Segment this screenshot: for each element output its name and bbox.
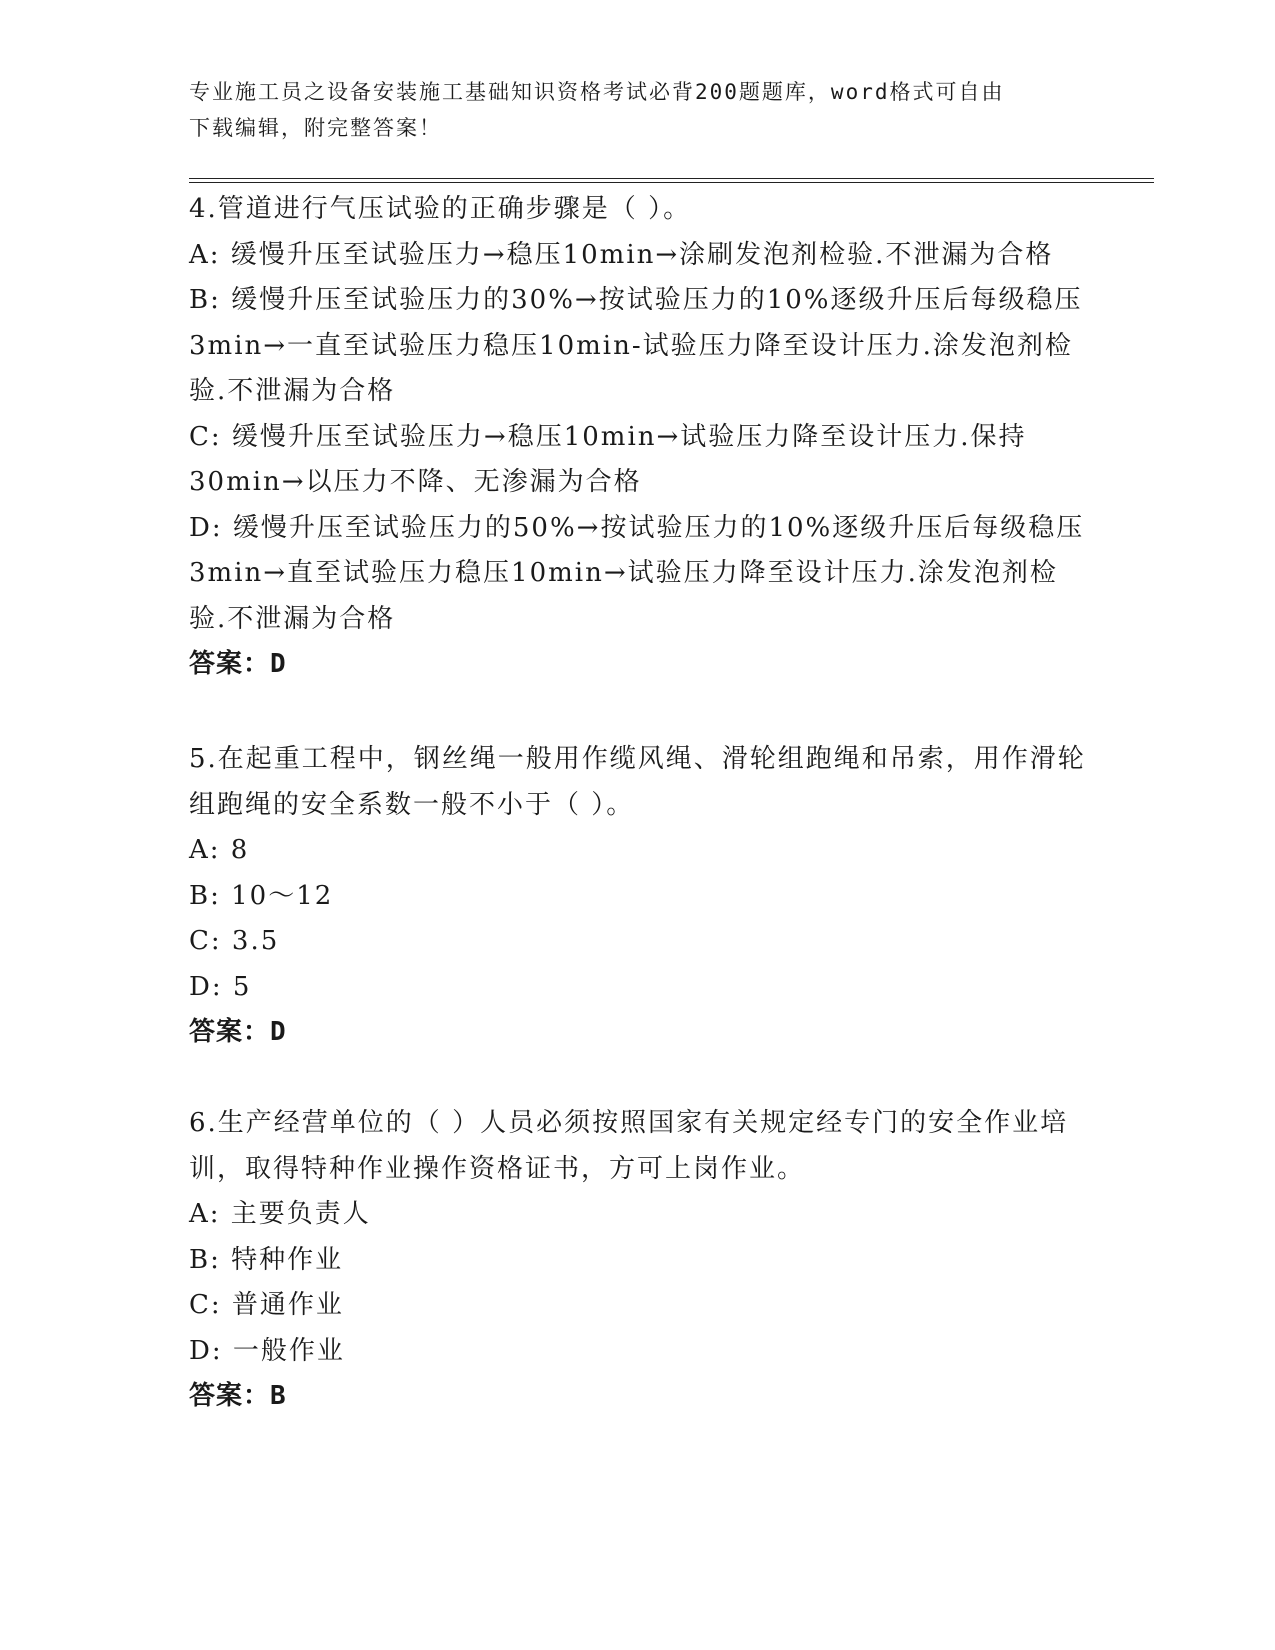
- option-a: A: 8: [189, 835, 250, 865]
- option-c: C: 3.5: [189, 926, 280, 956]
- option-d: D: 缓慢升压至试验压力的50%→按试验压力的10%逐级升压后每级稳压3min→直至试验压力稳压10min→试验压力降至设计压力.涂发泡剂检验.不泄漏为合格: [189, 512, 1085, 634]
- question-6: [189, 1101, 1089, 1420]
- header-divider-double: [189, 182, 1154, 183]
- option-a: A: 主要负责人: [189, 1199, 371, 1229]
- question-stem: 4.管道进行气压试验的正确步骤是（ ）。: [189, 194, 692, 224]
- option-d: D: 一般作业: [189, 1335, 345, 1366]
- option-b: B: 10～12: [189, 880, 334, 911]
- header-line-1: 专业施工员之设备安装施工基础知识资格考试必背200题题库，word格式可自由: [189, 80, 1005, 104]
- option-c: C: 缓慢升压至试验压力→稳压10min→试验压力降至设计压力.保持30min→以压力不降、无渗漏为合格: [189, 421, 1027, 497]
- option-b: B: 特种作业: [189, 1244, 344, 1275]
- question-5: [189, 737, 1089, 1056]
- header-line-2: 下载编辑，附完整答案！: [189, 116, 442, 140]
- answer: 答案：B: [189, 1381, 287, 1411]
- question-stem: 5.在起重工程中，钢丝绳一般用作缆风绳、滑轮组跑绳和吊索，用作滑轮组跑绳的安全系数一般不小于（ ）。: [189, 744, 1086, 820]
- answer: 答案：D: [189, 649, 287, 679]
- option-b: B: 缓慢升压至试验压力的30%→按试验压力的10%逐级升压后每级稳压3min→一直至试验压力稳压10min-试验压力降至设计压力.涂发泡剂检验.不泄漏为合格: [189, 285, 1083, 406]
- option-c: C: 普通作业: [189, 1290, 344, 1320]
- option-d: D: 5: [189, 971, 252, 1002]
- answer: 答案：D: [189, 1017, 287, 1047]
- option-a: A: 缓慢升压至试验压力→稳压10min→涂刷发泡剂检验.不泄漏为合格: [189, 239, 1054, 270]
- question-4: [189, 187, 1089, 688]
- question-stem: 6.生产经营单位的（ ）人员必须按照国家有关规定经专门的安全作业培训，取得特种作业操作资格证书，方可上岗作业。: [189, 1108, 1069, 1184]
- document-header: [189, 74, 1089, 146]
- header-divider: [189, 178, 1154, 179]
